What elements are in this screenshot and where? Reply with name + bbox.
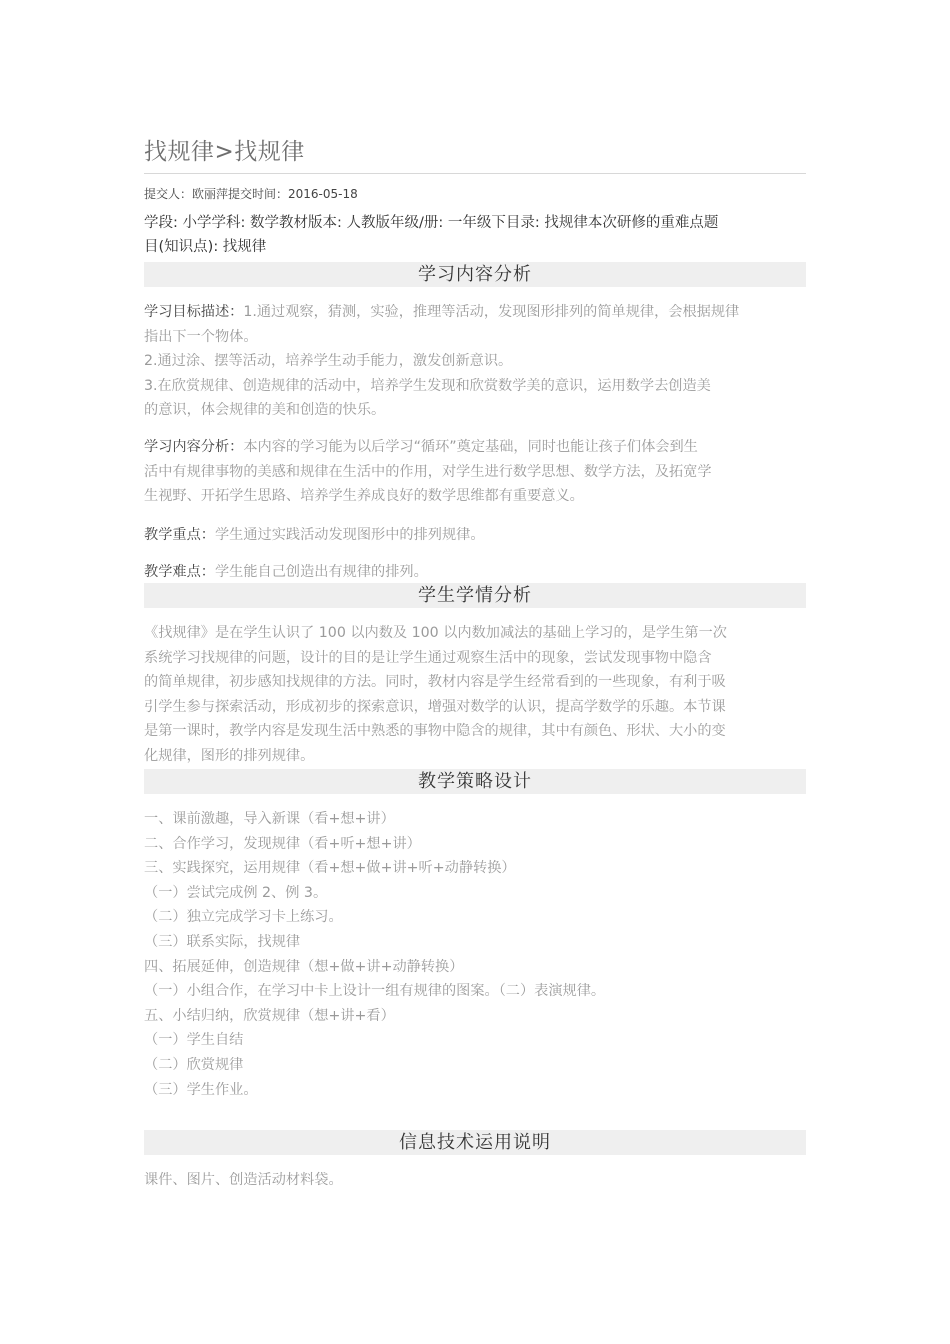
content-analysis-label: 学习内容分析： [144, 439, 244, 455]
teaching-key-point [144, 523, 806, 548]
list-item: 五、小结归纳，欣赏规律（想+讲+看） [144, 1007, 395, 1024]
it-usage-line: 课件、图片、创造活动材料袋。 [144, 1172, 343, 1188]
student-analysis-line: 化规律，图形的排列规律。 [144, 747, 315, 764]
submission-meta: 提交人：欧丽萍提交时间：2016-05-18 [144, 187, 358, 201]
learning-goals-line: 1.通过观察，猜测，实验，推理等活动，发现图形排列的简单规律，会根据规律 [243, 304, 740, 320]
teaching-key-text: 学生通过实践活动发现图形中的排列规律。 [214, 527, 485, 543]
list-item: （一）学生自结 [144, 1032, 244, 1049]
list-item: 二、合作学习，发现规律（看+听+想+讲） [144, 835, 421, 852]
course-info-line: 学段: 小学学科: 数学教材版本: 人教版年级/册: 一年级下目录: 找规律本次研修的重难点题 [144, 215, 719, 231]
student-analysis-line: 引学生参与探索活动，形成初步的探索意识，增强对数学的认识，提高学数学的乐趣。本节课 [144, 698, 726, 715]
teaching-key-label: 教学重点： [144, 527, 215, 543]
student-analysis-line: 是第一课时，教学内容是发现生活中熟悉的事物中隐含的规律，其中有颜色、形状、大小的变 [144, 723, 726, 739]
content-analysis-line: 活中有规律事物的美感和规律在生活中的作用，对学生进行数学思想、数学方法，及拓宽学 [144, 463, 712, 480]
section-heading-student-analysis: 学生学情分析 [144, 583, 806, 608]
section-heading-content-analysis: 学习内容分析 [144, 262, 806, 287]
content-analysis-line: 生视野、开拓学生思路、培养学生养成良好的数学思维都有重要意义。 [144, 488, 584, 504]
strategy-list [144, 807, 806, 1102]
list-item: 四、拓展延伸，创造规律（想+做+讲+动静转换） [144, 958, 464, 975]
course-info [144, 211, 806, 259]
teaching-difficulty-label: 教学难点： [144, 564, 215, 580]
list-item: （二）欣赏规律 [144, 1056, 244, 1073]
list-item: （一）尝试完成例 2、例 3。 [144, 884, 328, 901]
teaching-difficulty-text: 学生能自己创造出有规律的排列。 [214, 564, 428, 580]
section-heading-it-usage: 信息技术运用说明 [144, 1130, 806, 1155]
it-usage-text [144, 1168, 806, 1193]
content-analysis [144, 435, 806, 509]
teaching-difficulty [144, 560, 806, 585]
student-analysis-line: 的简单规律，初步感知找规律的方法。同时，教材内容是学生经常看到的一些现象，有利于吸 [144, 674, 726, 690]
learning-goals-line: 指出下一个物体。 [144, 328, 258, 345]
section-heading-strategy: 教学策略设计 [144, 769, 806, 794]
student-analysis-line: 《找规律》是在学生认识了 100 以内数及 100 以内数加减法的基础上学习的，是学生第一次 [144, 625, 727, 641]
learning-goals-line: 的意识，体会规律的美和创造的快乐。 [144, 402, 386, 418]
list-item: （二）独立完成学习卡上练习。 [144, 909, 343, 926]
course-info-line: 目(知识点): 找规律 [144, 239, 267, 255]
learning-goals-label: 学习目标描述： [144, 304, 244, 320]
list-item: （三）学生作业。 [144, 1081, 258, 1098]
learning-goals [144, 300, 806, 423]
learning-goals-line: 3.在欣赏规律、创造规律的活动中，培养学生发现和欣赏数学美的意识，运用数学去创造美 [144, 377, 711, 394]
list-item: 一、课前激趣，导入新课（看+想+讲） [144, 811, 395, 827]
page-title: 找规律>找规律 [144, 139, 305, 165]
content-analysis-line: 本内容的学习能为以后学习“循环”奠定基础，同时也能让孩子们体会到生 [243, 439, 698, 455]
list-item: 三、实践探究，运用规律（看+想+做+讲+听+动静转换） [144, 860, 516, 877]
list-item: （一）小组合作，在学习中卡上设计一组有规律的图案。（二）表演规律。 [144, 983, 606, 1000]
student-analysis [144, 621, 806, 768]
list-item: （三）联系实际，找规律 [144, 933, 301, 950]
learning-goals-line: 2.通过涂、摆等活动，培养学生动手能力，激发创新意识。 [144, 353, 513, 369]
student-analysis-line: 系统学习找规律的问题，设计的目的是让学生通过观察生活中的现象，尝试发现事物中隐含 [144, 649, 712, 666]
title-divider [144, 173, 806, 174]
